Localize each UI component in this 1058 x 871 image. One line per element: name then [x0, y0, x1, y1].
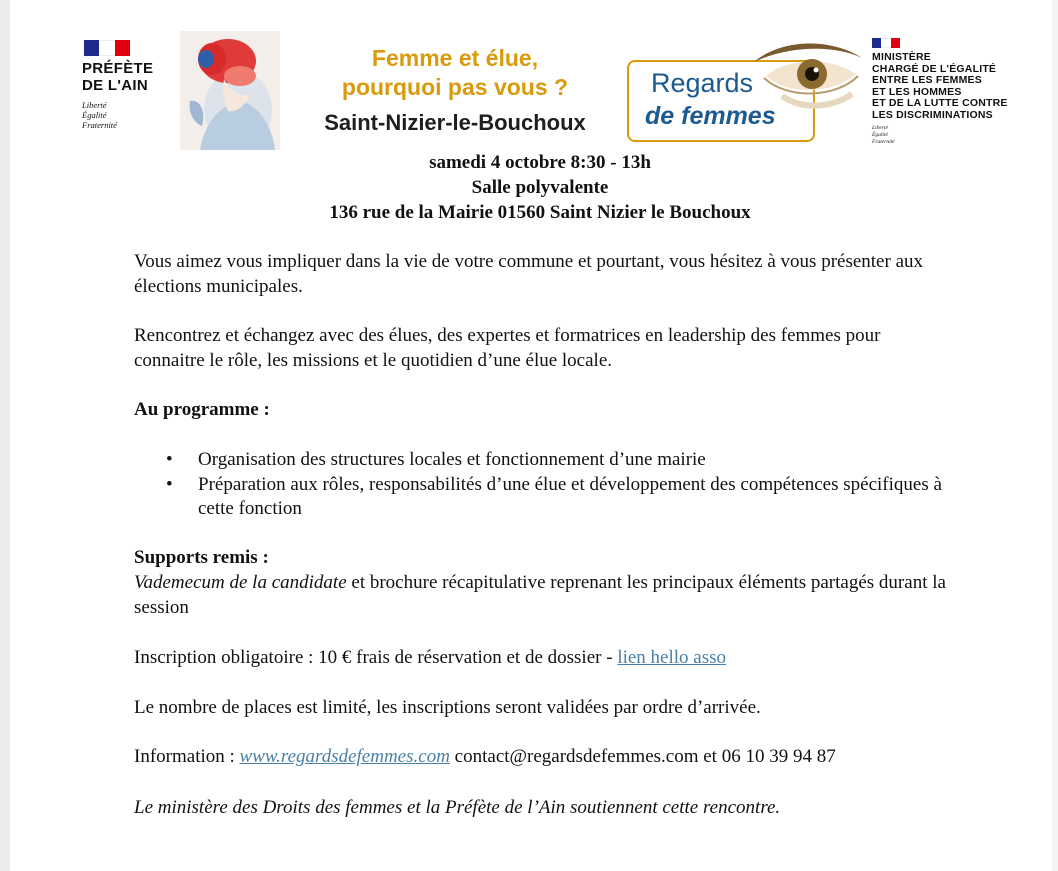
logo-line-1: Regards: [651, 68, 754, 98]
places-paragraph: [134, 696, 954, 721]
programme-item: • Préparation aux rôles, responsabilités d’une élue et développement des compétences spécifiques à cette fonction: [134, 473, 954, 522]
programme-heading: Au programme :: [134, 399, 270, 420]
ministry-line-5: ET DE LA LUTTE CONTRE: [872, 97, 1008, 109]
ministry-line-3: ENTRE LES FEMMES: [872, 74, 982, 86]
french-flag-small-icon: [872, 38, 900, 48]
prefecture-logo: [82, 40, 172, 130]
website-link[interactable]: www.regardsdefemmes.com: [239, 746, 450, 767]
info-label: Information :: [134, 746, 240, 767]
vademecum-title: Vademecum de la candidate: [134, 572, 347, 593]
devise-egalite: Égalité: [82, 110, 107, 120]
ministry-line-2: CHARGÉ DE L'ÉGALITÉ: [872, 62, 997, 75]
town-name: Saint-Nizier-le-Bouchoux: [324, 110, 586, 135]
programme-item: • Organisation des structures locales et fonctionnement d’une mairie: [134, 448, 954, 473]
title-line-2: pourquoi pas vous ?: [341, 74, 569, 100]
supports-heading: Supports remis :: [134, 547, 269, 568]
prefecture-name-line2: DE L'AIN: [82, 77, 148, 94]
event-venue: Salle polyvalente: [471, 177, 609, 198]
inscription-paragraph: [134, 646, 954, 671]
ministry-line-4: ET LES HOMMES: [872, 85, 962, 98]
devise-liberte: Liberté: [82, 100, 107, 110]
prefecture-name-line1: PRÉFÈTE: [82, 60, 154, 77]
intro-text: Vous aimez vous impliquer dans la vie de votre commune et pourtant, vous hésitez à vous présenter aux élections municipales.: [134, 251, 924, 297]
intro-paragraph: [134, 250, 954, 299]
event-date: samedi 4 octobre 8:30 - 13h: [429, 152, 651, 173]
devise-fraternite: Fraternité: [82, 120, 117, 130]
hello-asso-link[interactable]: lien hello asso: [617, 647, 727, 668]
event-address: 136 rue de la Mairie 01560 Saint Nizier le Bouchoux: [329, 202, 751, 223]
logo-line-2: de femmes: [645, 102, 776, 130]
ministry-devise-egalite: Égalité: [872, 132, 888, 138]
event-title-block: [285, 44, 625, 136]
page-right-edge: [1052, 0, 1058, 871]
info-contact: contact@regardsdefemmes.com et 06 10 39 94 87: [449, 746, 836, 767]
french-flag-icon: [84, 40, 130, 56]
meet-text: Rencontrez et échangez avec des élues, des expertes et formatrices en leadership des femmes pour connaitre le rôle, les missions et le quotidien d’une élue locale.: [134, 325, 881, 371]
meet-paragraph: [134, 324, 954, 373]
woman-portrait-illustration: [180, 31, 280, 150]
programme-list: [134, 448, 954, 522]
inscription-text: Inscription obligatoire : 10 € frais de réservation et de dossier -: [134, 647, 618, 668]
places-text: Le nombre de places est limité, les inscriptions seront validées par ordre d’arrivée.: [134, 697, 761, 718]
ministry-devise-liberte: Liberté: [872, 125, 888, 131]
page-left-edge: [0, 0, 10, 871]
supports-text: et brochure récapitulative reprenant les principaux éléments partagés durant la session: [134, 572, 946, 618]
ministry-line-6: LES DISCRIMINATIONS: [872, 108, 993, 121]
title-line-1: Femme et élue,: [371, 45, 539, 71]
ministry-devise-fraternite: Fraternité: [872, 139, 895, 145]
ministry-logo: [872, 38, 1022, 146]
eye-icon: [752, 36, 864, 116]
supports-paragraph: [134, 571, 954, 620]
footer-statement: Le ministère des Droits des femmes et la Préfète de l’Ain soutiennent cette rencontre.: [134, 797, 781, 818]
information-paragraph: [134, 745, 954, 770]
ministry-line-1: MINISTÈRE: [872, 51, 931, 63]
